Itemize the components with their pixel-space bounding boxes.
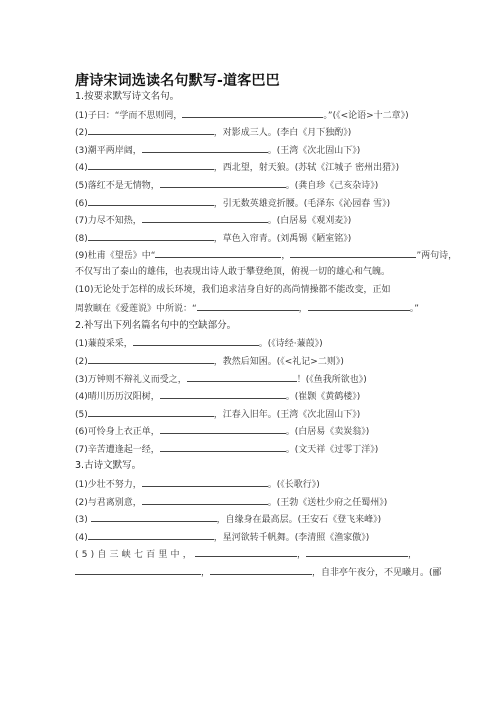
question-text: ， bbox=[201, 568, 211, 579]
question-2-3 bbox=[75, 370, 425, 388]
question-1-1 bbox=[75, 106, 425, 124]
question-1-5 bbox=[75, 176, 425, 194]
answer-blank[interactable] bbox=[160, 387, 286, 399]
question-text: ，草色入帘青。(刘禹锡《陋室铭》) bbox=[213, 233, 352, 244]
question-text: ，江春入旧年。(王湾《次北固山下》) bbox=[213, 409, 361, 420]
answer-blank[interactable] bbox=[187, 370, 297, 382]
question-text: 。(王湾《次北固山下》) bbox=[267, 145, 361, 156]
question-text: ”两句诗， bbox=[416, 251, 458, 262]
question-1-10-cont bbox=[75, 299, 425, 317]
answer-blank[interactable] bbox=[142, 493, 268, 505]
exercise-content bbox=[75, 88, 458, 581]
question-text: 周敦颐在《爱莲说》中所说：“ bbox=[75, 304, 197, 315]
question-1-7 bbox=[75, 211, 425, 229]
question-2-4 bbox=[75, 387, 425, 405]
answer-blank[interactable] bbox=[88, 352, 214, 364]
question-number: (2) bbox=[75, 356, 88, 367]
question-2-6 bbox=[75, 422, 425, 440]
answer-blank[interactable] bbox=[88, 158, 214, 170]
question-text: 。(白居易《观刈麦》) bbox=[267, 216, 352, 227]
question-2-7 bbox=[75, 440, 425, 458]
answer-blank[interactable] bbox=[75, 563, 201, 575]
answer-blank[interactable] bbox=[182, 106, 323, 118]
question-number: (2) bbox=[75, 128, 88, 139]
question-text: (1)少壮不努力， bbox=[75, 480, 142, 491]
answer-blank[interactable] bbox=[142, 141, 268, 153]
answer-blank[interactable] bbox=[195, 545, 297, 557]
answer-blank[interactable] bbox=[197, 299, 299, 311]
question-text: ，自缘身在最高层。(王安石《登飞来峰》) bbox=[216, 515, 382, 526]
question-1-10: (10)无论处于怎样的成长环境，我们追求洁身自好的高尚情操都不能改变，正如 bbox=[75, 284, 391, 295]
question-3-5-cont bbox=[75, 563, 442, 581]
answer-blank[interactable] bbox=[142, 475, 268, 487]
question-text: 。(白居易《卖炭翁》) bbox=[285, 427, 370, 438]
question-text: 。”(《<论语>十二章》) bbox=[323, 110, 409, 121]
question-text: ！(《鱼我所欲也》) bbox=[296, 374, 367, 385]
question-text: (6)可怜身上衣正单， bbox=[75, 427, 160, 438]
question-text: 。(文天祥《过零丁洋》) bbox=[285, 444, 379, 455]
question-2-1 bbox=[75, 334, 425, 352]
answer-blank[interactable] bbox=[308, 299, 410, 311]
answer-blank[interactable] bbox=[88, 123, 214, 135]
answer-blank[interactable] bbox=[160, 440, 286, 452]
question-text: 。(王勃《送杜少府之任蜀州》) bbox=[267, 497, 388, 508]
question-text: ，引无数英雄竞折腰。(毛泽东《沁园春 雪》) bbox=[213, 198, 391, 209]
question-text: ， bbox=[407, 550, 417, 561]
answer-blank[interactable] bbox=[88, 229, 214, 241]
section-heading-3: 3.古诗文默写。 bbox=[75, 460, 142, 472]
question-3-5 bbox=[75, 545, 425, 563]
question-1-9 bbox=[75, 246, 458, 264]
question-text: ，西北望，射天狼。(苏轼《江城子 密州出猎》) bbox=[213, 163, 400, 174]
question-text: (7)力尽不知热， bbox=[75, 216, 142, 227]
question-1-8 bbox=[75, 229, 425, 247]
question-2-2 bbox=[75, 352, 425, 370]
answer-blank[interactable] bbox=[88, 405, 214, 417]
question-text: ，星河欲转千帆舞。(李清照《渔家傲》) bbox=[213, 532, 370, 543]
question-text: (5)落红不是无情物， bbox=[75, 180, 160, 191]
question-1-2 bbox=[75, 123, 425, 141]
answer-blank[interactable] bbox=[133, 334, 259, 346]
question-text: ，教然后知困。(《<礼记>二则》) bbox=[213, 356, 344, 367]
answer-blank[interactable] bbox=[160, 176, 286, 188]
answer-blank[interactable] bbox=[155, 246, 281, 258]
answer-blank[interactable] bbox=[160, 422, 286, 434]
question-text: ， bbox=[298, 304, 308, 315]
question-2-5 bbox=[75, 405, 425, 423]
question-3-3 bbox=[75, 510, 425, 528]
question-text: ，对影成三人。(李白《月下独酌》) bbox=[213, 128, 352, 139]
question-text: (3)潮平两岸阔， bbox=[75, 145, 142, 156]
question-text: ， bbox=[296, 550, 306, 561]
question-number: (4) bbox=[75, 163, 88, 174]
question-text: (1)子曰：“学而不思则罔， bbox=[75, 110, 183, 121]
question-text: (7)辛苦遭逢起一经， bbox=[75, 444, 160, 455]
section-heading-2: 2.补写出下列名篇名句中的空缺部分。 bbox=[75, 319, 237, 331]
question-text: 。(《诗经·蒹葭》) bbox=[258, 339, 323, 350]
question-1-4 bbox=[75, 158, 425, 176]
question-number: (8) bbox=[75, 233, 88, 244]
question-number: (5) bbox=[75, 409, 88, 420]
question-text: (5)自三峡七百里中， bbox=[75, 550, 195, 561]
question-3-1 bbox=[75, 475, 425, 493]
answer-blank[interactable] bbox=[88, 194, 214, 206]
question-text: ， bbox=[281, 251, 291, 262]
answer-blank[interactable] bbox=[142, 211, 268, 223]
question-text: 。” bbox=[409, 304, 419, 315]
question-text: (2)与君离别意， bbox=[75, 497, 142, 508]
question-text: 。(龚自珍《己亥杂诗》) bbox=[285, 180, 379, 191]
question-text: (3)万钟则不辩礼义而受之， bbox=[75, 374, 187, 385]
question-text: 。(《长歌行》) bbox=[267, 480, 320, 491]
answer-blank[interactable] bbox=[306, 545, 408, 557]
question-3-4 bbox=[75, 528, 425, 546]
question-text: (9)杜甫《望岳》中“ bbox=[75, 251, 156, 262]
question-text: ，自非亭午夜分，不见曦月。(郦 bbox=[312, 568, 442, 579]
question-text: (1)蒹葭采采， bbox=[75, 339, 133, 350]
answer-blank[interactable] bbox=[290, 246, 416, 258]
question-1-9-cont: 不仅写出了泰山的雄伟，也表现出诗人敢于攀登绝顶，俯视一切的雄心和气魄。 bbox=[75, 266, 391, 277]
question-text: 。(崔颢《黄鹤楼》) bbox=[285, 392, 361, 403]
question-3-2 bbox=[75, 493, 425, 511]
question-number: (6) bbox=[75, 198, 88, 209]
question-1-3 bbox=[75, 141, 425, 159]
question-text: (4)晴川历历汉阳树， bbox=[75, 392, 160, 403]
question-number: (4) bbox=[75, 532, 88, 543]
page-title: 唐诗宋词选读名句默写-道客巴巴 bbox=[75, 73, 280, 89]
question-1-6 bbox=[75, 194, 425, 212]
answer-blank[interactable] bbox=[91, 510, 217, 522]
answer-blank[interactable] bbox=[88, 528, 214, 540]
section-heading-1: 1.按要求默写诗文名句。 bbox=[75, 91, 180, 102]
question-text: (3) bbox=[75, 515, 91, 526]
answer-blank[interactable] bbox=[210, 563, 312, 575]
